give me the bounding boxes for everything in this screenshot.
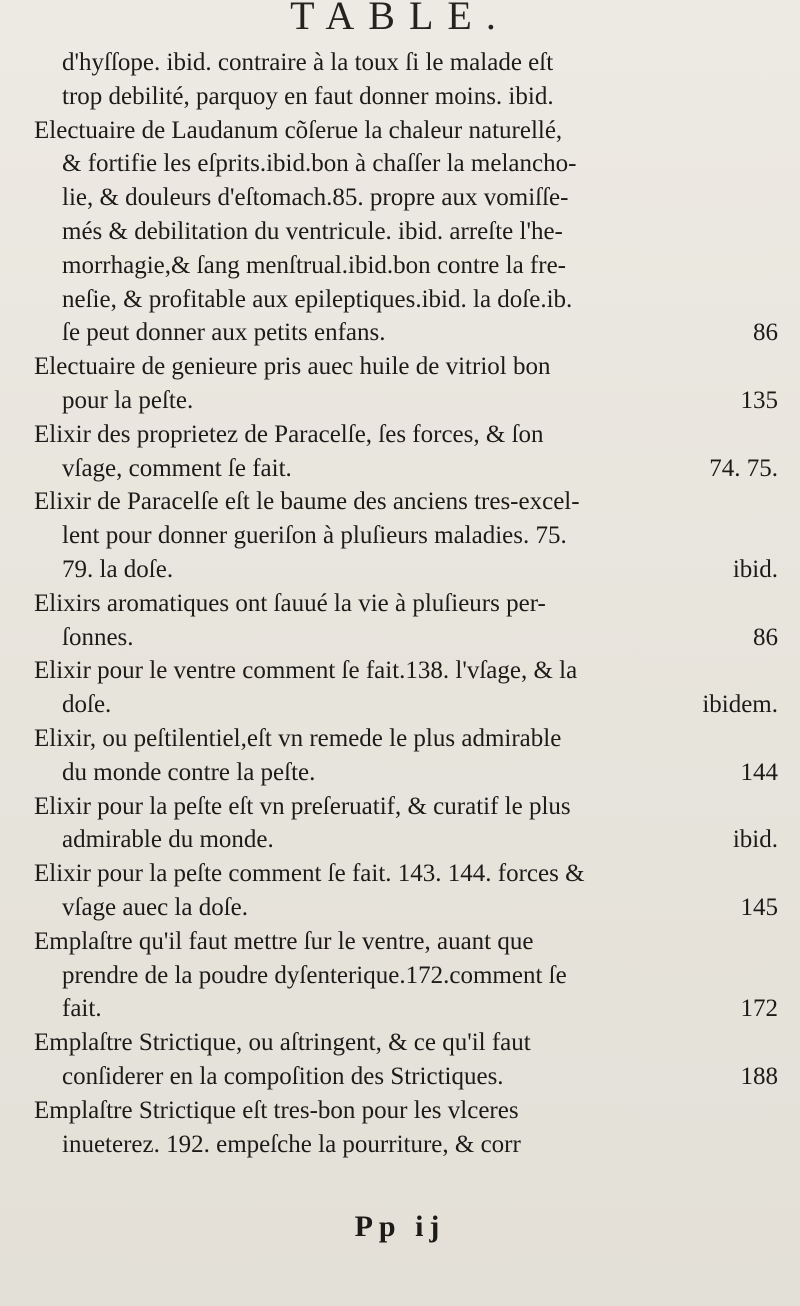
- index-line-page-number: 145: [740, 893, 778, 921]
- index-line: [0, 418, 800, 452]
- index-line-page-number: ibidem.: [702, 691, 778, 719]
- index-line: [0, 925, 800, 959]
- index-line-text: ſe peut donner aux petits enfans.: [62, 319, 386, 347]
- index-entries: [0, 46, 800, 1161]
- index-line: [0, 519, 800, 553]
- index-line: [0, 114, 800, 148]
- index-line: [0, 1128, 800, 1162]
- index-line: [0, 1060, 800, 1094]
- index-line-text: admirable du monde.: [62, 826, 274, 854]
- index-line-text: més & debilitation du ventricule. ibid. arreſte l'he-: [62, 217, 563, 245]
- index-line-text: Elixir des proprietez de Paracelſe, ſes forces, & ſon: [34, 420, 544, 448]
- index-line-text: & fortifie les eſprits.ibid.bon à chaſſer la melancho-: [62, 150, 577, 178]
- index-line-page-number: 74. 75.: [709, 454, 778, 482]
- index-line-text: Elixir pour la peſte eſt vn preſeruatif, & curatif le plus: [34, 792, 571, 820]
- index-line-text: ſonnes.: [62, 623, 134, 651]
- index-line-text: doſe.: [62, 691, 112, 719]
- page-header: TABLE.: [290, 0, 510, 38]
- index-line-text: lie, & douleurs d'eſtomach.85. propre aux vomiſſe-: [62, 184, 569, 212]
- index-line: [0, 654, 800, 688]
- index-line-page-number: 188: [740, 1062, 778, 1090]
- index-line-text: Elixir, ou peſtilentiel,eſt vn remede le plus admirable: [34, 724, 562, 752]
- index-line-text: du monde contre la peſte.: [62, 758, 316, 786]
- index-line: [0, 553, 800, 587]
- index-line: [0, 959, 800, 993]
- index-line: [0, 857, 800, 891]
- index-line-text: Electuaire de Laudanum cõſerue la chaleur naturellé,: [34, 116, 563, 144]
- index-line: [0, 485, 800, 519]
- index-line-text: fait.: [62, 995, 102, 1023]
- index-line: [0, 316, 800, 350]
- index-line-text: vſage auec la doſe.: [62, 893, 249, 921]
- index-line: [0, 147, 800, 181]
- index-line-page-number: ibid.: [732, 555, 778, 583]
- index-line: [0, 350, 800, 384]
- signature-mark: Pp ij: [354, 1210, 446, 1243]
- index-line-text: Emplaſtre qu'il faut mettre ſur le ventre, auant que: [34, 927, 534, 955]
- index-line: [0, 722, 800, 756]
- index-line-text: trop debilité, parquoy en faut donner moins. ibid.: [62, 82, 554, 110]
- index-line: [0, 452, 800, 486]
- index-line: [0, 215, 800, 249]
- index-line-text: Emplaſtre Strictique eſt tres-bon pour les vlceres: [34, 1096, 519, 1124]
- index-line-text: Elixir de Paracelſe eſt le baume des anciens tres-excel-: [34, 488, 580, 516]
- index-line-text: morrhagie,& ſang menſtrual.ibid.bon contre la fre-: [62, 251, 566, 279]
- index-line-page-number: 86: [753, 623, 778, 651]
- index-line: [0, 80, 800, 114]
- index-line: [0, 823, 800, 857]
- index-line-page-number: 135: [740, 386, 778, 414]
- index-line: [0, 621, 800, 655]
- index-line: [0, 688, 800, 722]
- index-line-text: Elixirs aromatiques ont ſauué la vie à pluſieurs per-: [34, 589, 546, 617]
- index-line-text: prendre de la poudre dyſenterique.172.comment ſe: [62, 961, 567, 989]
- index-line: [0, 756, 800, 790]
- index-line-text: Emplaſtre Strictique, ou aſtringent, & ce qu'il faut: [34, 1029, 531, 1057]
- index-line-text: pour la peſte.: [62, 386, 194, 414]
- index-line: [0, 587, 800, 621]
- index-line: [0, 992, 800, 1026]
- index-line-text: Elixir pour la peſte comment ſe fait. 143. 144. forces &: [34, 860, 585, 888]
- index-line: [0, 283, 800, 317]
- index-line-page-number: ibid.: [732, 826, 778, 854]
- index-line-page-number: 144: [740, 758, 778, 786]
- index-line-text: Electuaire de genieure pris auec huile de vitriol bon: [34, 353, 551, 381]
- index-line: [0, 1026, 800, 1060]
- index-line-text: Elixir pour le ventre comment ſe fait.138. l'vſage, & la: [34, 657, 578, 685]
- index-line: [0, 891, 800, 925]
- index-line: [0, 181, 800, 215]
- index-line: [0, 1094, 800, 1128]
- index-line: [0, 46, 800, 80]
- index-line-text: d'hyſſope. ibid. contraire à la toux ſi le malade eſt: [62, 49, 554, 76]
- index-line-text: vſage, comment ſe fait.: [62, 454, 292, 482]
- index-line-text: neſie, & profitable aux epileptiques.ibid. la doſe.ib.: [62, 285, 573, 313]
- index-line: [0, 249, 800, 283]
- index-line-text: inueterez. 192. empeſche la pourriture, & corr: [62, 1130, 521, 1158]
- index-line-text: 79. la doſe.: [62, 555, 174, 583]
- index-line-page-number: 86: [753, 319, 778, 347]
- index-line-text: conſiderer en la compoſition des Strictiques.: [62, 1062, 504, 1090]
- index-line-text: lent pour donner gueriſon à pluſieurs maladies. 75.: [62, 522, 567, 550]
- index-line: [0, 384, 800, 418]
- index-line-page-number: 172: [740, 995, 778, 1023]
- index-line: [0, 790, 800, 824]
